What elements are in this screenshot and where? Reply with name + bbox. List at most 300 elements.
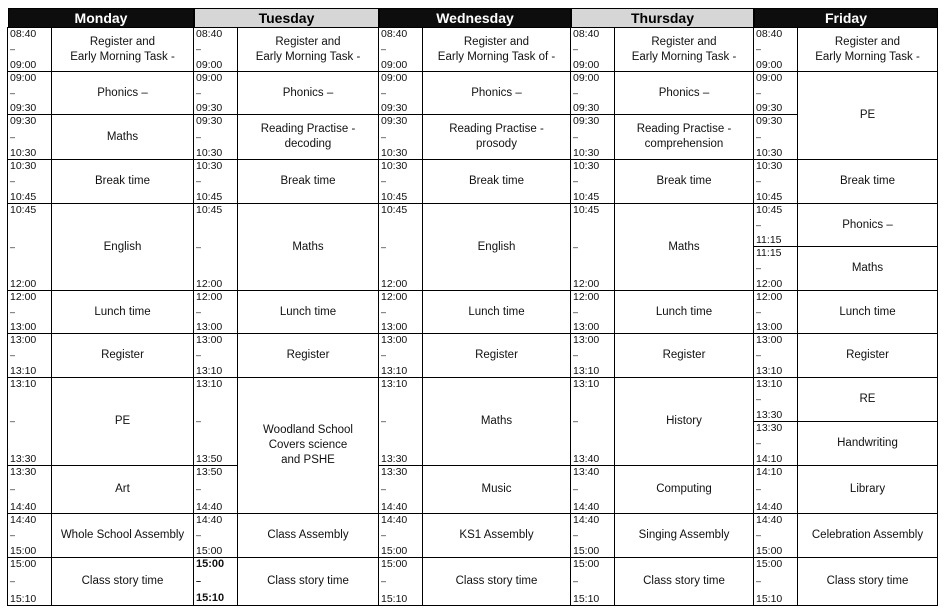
time-slot [753,159,798,204]
activity-label: PE [114,415,131,427]
time-slot [570,377,615,466]
activity-label: Register and Early Morning Task - [70,35,175,63]
activity-cell [51,159,194,204]
activity-cell [422,333,571,378]
time-slot [570,290,615,334]
activity-label: Break time [656,175,712,187]
activity-label: Register [846,349,889,361]
activity-cell [51,71,194,115]
end-time: 10:30 [10,146,37,159]
time-slot [193,513,238,558]
weekly-timetable [8,8,938,606]
time-slot [753,465,798,514]
time-slot [378,557,423,606]
start-time: 09:30 [381,115,408,127]
activity-label: Phonics – [658,86,710,99]
time-separator: – [573,131,579,142]
end-time: 09:00 [756,58,783,71]
end-time: 10:45 [381,190,408,203]
time-separator: – [756,44,762,54]
time-separator: – [756,350,762,360]
time-separator: – [196,306,202,317]
time-slot [7,465,52,514]
activity-label: RE [859,393,876,405]
activity-cell [422,290,571,334]
time-slot [7,114,52,160]
activity-cell [614,513,754,558]
start-time: 08:40 [756,28,783,40]
end-time: 09:00 [196,58,223,71]
end-time: 12:00 [381,277,408,290]
day-header-wednesday: Wednesday [379,8,571,28]
activity-cell [797,513,938,558]
activity-cell [237,377,379,514]
activity-label: Register [662,349,706,361]
time-separator: – [573,416,579,426]
time-slot [753,421,798,466]
time-slot [193,465,238,514]
start-time: 13:10 [573,378,600,390]
time-separator: – [381,241,387,252]
end-time: 13:30 [381,452,408,465]
end-time: 15:00 [756,544,783,557]
activity-cell [237,203,379,291]
time-slot [7,27,52,72]
activity-label: Break time [469,175,524,187]
activity-cell [422,557,571,606]
activity-label: Lunch time [94,305,151,318]
start-time: 09:00 [10,72,37,84]
time-slot [570,203,615,291]
activity-cell [797,246,938,291]
activity-cell [797,333,938,378]
time-separator: – [196,131,202,142]
start-time: 10:30 [381,160,408,172]
time-separator: – [10,530,16,540]
activity-cell [614,27,754,72]
start-time: 14:40 [10,514,37,526]
end-time: 10:30 [196,146,223,159]
time-separator: – [573,241,579,252]
end-time: 15:00 [196,544,223,557]
activity-cell [237,159,379,204]
activity-cell [797,557,938,606]
end-time: 14:40 [10,500,37,513]
time-slot [7,377,52,466]
end-time: 15:10 [10,592,37,605]
activity-cell [797,290,938,334]
activity-cell [614,333,754,378]
activity-label: History [666,415,702,427]
end-time: 13:30 [10,452,37,465]
end-time: 09:00 [573,58,600,71]
activity-cell [422,377,571,466]
start-time: 09:00 [756,72,783,84]
time-slot [570,513,615,558]
time-separator: – [10,484,16,494]
time-separator: – [196,350,202,360]
activity-label: Maths [851,262,884,274]
time-separator: – [381,350,387,360]
activity-label: English [103,240,142,253]
time-slot [570,557,615,606]
end-time: 14:40 [756,500,783,513]
end-time: 10:30 [573,146,600,159]
activity-label: Register [286,349,330,361]
time-slot [753,377,798,422]
start-time: 10:30 [756,160,783,172]
activity-label: Register [101,349,144,361]
time-slot [378,377,423,466]
end-time: 13:00 [756,320,783,333]
activity-cell [237,71,379,115]
time-slot [570,27,615,72]
time-slot [7,159,52,204]
activity-label: Reading Practise - decoding [260,123,356,150]
time-separator: – [381,131,387,142]
end-time: 09:30 [10,101,37,114]
time-slot [193,290,238,334]
time-separator: – [381,530,387,540]
start-time: 11:15 [756,247,782,259]
activity-label: Phonics – [97,86,148,99]
activity-cell [797,203,938,247]
time-slot [753,246,798,291]
end-time: 14:10 [756,452,783,465]
time-separator: – [756,576,762,586]
activity-label: Maths [106,130,139,143]
time-slot [570,71,615,115]
start-time: 08:40 [381,28,408,40]
start-time: 10:30 [10,160,37,172]
activity-label: Whole School Assembly [60,529,185,541]
activity-label: Class story time [826,575,909,587]
activity-cell [614,114,754,160]
start-time: 13:10 [10,378,37,390]
activity-label: Maths [668,240,700,253]
time-separator: – [196,576,202,586]
start-time: 13:50 [196,466,223,478]
time-slot [378,71,423,115]
time-separator: – [573,484,579,494]
end-time: 09:00 [381,58,408,71]
activity-label: Art [115,483,130,495]
time-separator: – [381,576,387,586]
start-time: 15:00 [756,558,783,570]
day-header-monday: Monday [8,8,194,28]
activity-cell [51,290,194,334]
activity-cell [797,465,938,514]
time-separator: – [573,306,579,317]
day-header-tuesday: Tuesday [194,8,379,28]
activity-label: Phonics – [842,218,893,231]
start-time: 12:00 [573,291,600,303]
start-time: 10:45 [756,204,783,216]
activity-label: Computing [656,483,712,495]
time-separator: – [196,44,202,54]
end-time: 15:00 [381,544,408,557]
end-time: 13:30 [756,408,783,421]
start-time: 10:45 [10,204,37,216]
end-time: 13:00 [381,320,408,333]
activity-label: Class story time [643,575,725,587]
time-slot [378,465,423,514]
activity-label: Maths [292,240,324,253]
end-time: 14:40 [573,500,600,513]
activity-label: Register and Early Morning Task - [631,35,737,63]
time-separator: – [756,131,762,142]
activity-label: Library [849,483,886,495]
end-time: 09:30 [573,101,600,114]
activity-label: Lunch time [468,305,525,318]
time-slot [753,203,798,247]
activity-cell [51,203,194,291]
time-slot [570,114,615,160]
time-slot [7,513,52,558]
activity-label: Lunch time [655,305,713,318]
end-time: 13:50 [196,452,223,465]
end-time: 13:10 [381,364,408,377]
start-time: 14:40 [381,514,408,526]
start-time: 08:40 [10,28,37,40]
start-time: 13:00 [573,334,600,346]
activity-label: Celebration Assembly [811,529,924,541]
time-separator: – [10,350,16,360]
activity-label: English [477,240,516,253]
end-time: 12:00 [196,277,223,290]
time-slot [193,377,238,466]
activity-cell [51,27,194,72]
time-slot [753,557,798,606]
start-time: 10:45 [573,204,600,216]
end-time: 10:45 [573,190,600,203]
activity-cell [237,333,379,378]
time-separator: – [756,530,762,540]
time-slot [193,159,238,204]
activity-cell [797,377,938,422]
time-separator: – [10,241,16,252]
activity-label: Reading Practise - comprehension [636,123,732,150]
start-time: 13:30 [10,466,37,478]
end-time: 15:10 [756,592,783,605]
time-slot [753,513,798,558]
time-separator: – [756,263,762,273]
activity-cell [422,71,571,115]
start-time: 13:00 [10,334,37,346]
time-slot [7,290,52,334]
start-time: 15:00 [573,558,600,570]
activity-label: Phonics – [471,86,522,99]
time-separator: – [196,416,202,426]
time-slot [7,71,52,115]
activity-label: Reading Practise - prosody [449,123,544,150]
activity-label: Break time [95,175,150,187]
end-time: 13:00 [10,320,37,333]
activity-cell [51,114,194,160]
time-separator: – [10,176,16,186]
time-slot [193,71,238,115]
day-header-thursday: Thursday [571,8,754,28]
time-separator: – [756,219,762,230]
end-time: 14:40 [381,500,408,513]
time-slot [753,71,798,115]
start-time: 15:00 [381,558,408,570]
time-slot [7,557,52,606]
start-time: 12:00 [756,291,783,303]
end-time: 09:00 [10,58,37,71]
activity-cell [422,27,571,72]
end-time: 15:00 [10,544,37,557]
time-separator: – [196,484,202,494]
time-slot [570,333,615,378]
time-separator: – [573,576,579,586]
activity-cell [797,421,938,466]
time-slot [570,159,615,204]
end-time: 10:30 [381,146,408,159]
end-time: 14:40 [196,500,223,513]
activity-label: Class Assembly [267,529,349,541]
start-time: 12:00 [381,291,408,303]
end-time: 15:10 [573,592,600,605]
time-separator: – [10,306,16,317]
time-separator: – [381,176,387,186]
activity-cell [614,71,754,115]
activity-cell [422,203,571,291]
end-time: 09:30 [381,101,408,114]
start-time: 13:10 [381,378,408,390]
activity-label: Lunch time [839,305,896,318]
time-separator: – [196,176,202,186]
activity-cell [797,159,938,204]
time-separator: – [756,438,762,448]
time-separator: – [196,241,202,252]
time-slot [7,333,52,378]
activity-label: Break time [280,175,336,187]
time-slot [193,333,238,378]
activity-cell [614,159,754,204]
start-time: 09:00 [196,72,223,84]
time-slot [570,465,615,514]
activity-label: Handwriting [837,437,898,449]
end-time: 11:15 [756,233,782,246]
end-time: 13:10 [196,364,223,377]
activity-cell [422,513,571,558]
activity-cell [237,557,379,606]
start-time: 13:00 [756,334,783,346]
start-time: 13:00 [381,334,408,346]
time-separator: – [381,306,387,317]
end-time: 10:30 [756,146,783,159]
time-separator: – [10,576,16,586]
time-slot [378,513,423,558]
start-time: 09:30 [10,115,37,127]
time-slot [753,114,798,160]
time-separator: – [10,44,16,54]
time-slot [378,333,423,378]
time-separator: – [573,176,579,186]
time-separator: – [381,87,387,98]
start-time: 15:00 [10,558,37,570]
activity-label: Break time [840,175,895,187]
activity-cell [51,465,194,514]
start-time: 14:40 [573,514,600,526]
end-time: 15:00 [573,544,600,557]
time-slot [378,203,423,291]
start-time: 13:10 [196,378,223,390]
time-separator: – [381,44,387,54]
time-slot [378,159,423,204]
start-time: 09:30 [573,115,600,127]
activity-label: Register [475,349,518,361]
activity-cell [51,557,194,606]
day-header-friday: Friday [754,8,938,28]
time-separator: – [756,306,762,317]
activity-label: PE [859,109,876,121]
end-time: 15:10 [196,592,225,604]
activity-cell [422,465,571,514]
end-time: 10:45 [10,190,37,203]
activity-label: Woodland School Covers science and PSHE [263,424,353,466]
start-time: 10:45 [196,204,223,216]
time-separator: – [756,87,762,98]
end-time: 13:10 [573,364,600,377]
time-slot [753,290,798,334]
start-time: 13:40 [573,466,600,478]
start-time: 14:40 [756,514,783,526]
activity-cell [237,27,379,72]
activity-cell [614,557,754,606]
activity-cell [614,203,754,291]
end-time: 12:00 [756,277,783,290]
start-time: 14:40 [196,514,223,526]
end-time: 13:10 [756,364,783,377]
time-separator: – [756,176,762,186]
start-time: 09:00 [573,72,600,84]
time-separator: – [573,87,579,98]
time-slot [193,114,238,160]
start-time: 15:00 [196,558,225,570]
time-separator: – [10,131,16,142]
end-time: 13:40 [573,452,600,465]
start-time: 09:30 [196,115,223,127]
start-time: 08:40 [196,28,223,40]
activity-cell [422,114,571,160]
end-time: 09:30 [196,101,223,114]
end-time: 10:45 [756,190,783,203]
start-time: 12:00 [196,291,223,303]
start-time: 13:30 [756,422,783,434]
time-separator: – [573,530,579,540]
end-time: 15:10 [381,592,408,605]
time-slot [193,203,238,291]
time-slot [378,27,423,72]
activity-label: Register and Early Morning Task of - [437,35,556,63]
start-time: 13:00 [196,334,223,346]
time-separator: – [573,44,579,54]
activity-cell [51,513,194,558]
time-separator: – [756,394,762,404]
activity-cell [237,290,379,334]
activity-cell [422,159,571,204]
end-time: 10:45 [196,190,223,203]
start-time: 09:00 [381,72,408,84]
time-slot [378,290,423,334]
activity-label: Class story time [267,575,349,587]
time-separator: – [381,484,387,494]
time-slot [7,203,52,291]
time-slot [193,27,238,72]
time-separator: – [573,350,579,360]
